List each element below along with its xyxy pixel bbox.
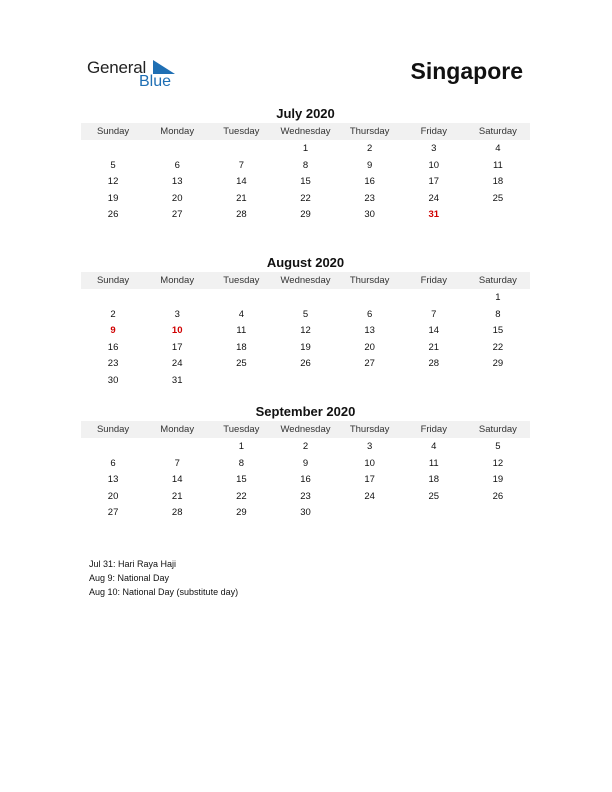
weekday-label: Sunday [96, 275, 130, 286]
weekday-label: Saturday [478, 275, 517, 286]
day-cell: 17 [428, 176, 440, 187]
month-calendar-july [81, 106, 530, 224]
empty-day-cell [81, 141, 145, 158]
day-cell: 8 [302, 159, 309, 171]
week-row [81, 373, 530, 390]
day-cell: 23 [364, 192, 375, 204]
week-row [81, 340, 530, 357]
day-cell: 12 [107, 176, 119, 187]
empty-day-cell [338, 505, 402, 522]
logo-text-general: General [87, 58, 147, 77]
day-cell: 11 [492, 159, 503, 171]
day-cell: 12 [300, 325, 311, 336]
empty-day-cell [273, 373, 337, 390]
day-cell: 26 [492, 490, 504, 502]
weekday-header [81, 421, 530, 438]
holiday-note: Jul 31: Hari Raya Haji [89, 559, 177, 569]
day-cell: 24 [364, 490, 375, 502]
day-cell: 13 [107, 474, 119, 485]
day-cell: 27 [107, 507, 119, 518]
day-cell: 9 [366, 159, 373, 171]
empty-day-cell [466, 505, 530, 522]
day-cell: 9 [110, 325, 116, 336]
day-cell: 30 [300, 507, 311, 518]
week-row [81, 489, 530, 506]
day-cell: 5 [495, 441, 501, 452]
day-cell: 28 [171, 507, 183, 518]
day-cell: 2 [110, 308, 116, 320]
flag-triangle-icon [153, 60, 175, 74]
empty-day-cell [145, 290, 209, 307]
holiday-notes [89, 557, 238, 599]
day-cell: 19 [492, 474, 504, 485]
empty-day-cell [338, 373, 402, 390]
weekday-label: Friday [420, 275, 447, 286]
day-cell: 28 [236, 209, 247, 220]
day-cell: 1 [238, 441, 244, 452]
day-cell: 22 [492, 341, 504, 353]
weekday-label: Tuesday [223, 275, 260, 286]
week-row [81, 439, 530, 456]
day-cell: 20 [171, 192, 183, 204]
day-cell: 16 [300, 474, 311, 485]
empty-day-cell [338, 290, 402, 307]
empty-day-cell [145, 141, 209, 158]
month-calendar-september [81, 404, 530, 522]
day-cell: 6 [366, 308, 373, 320]
day-cell: 21 [171, 490, 183, 502]
day-cell: 28 [428, 358, 440, 369]
day-cell: 30 [364, 209, 375, 220]
day-cell: 18 [428, 474, 440, 485]
weekday-label: Tuesday [223, 424, 260, 435]
month-calendar-august [81, 255, 530, 389]
day-cell: 7 [174, 457, 180, 469]
day-cell: 19 [107, 192, 119, 204]
day-cell: 25 [428, 490, 440, 502]
day-cell: 5 [110, 159, 116, 171]
day-cell: 27 [364, 358, 375, 369]
weeks-grid [81, 439, 530, 522]
empty-day-cell [209, 141, 273, 158]
weekday-label: Saturday [478, 126, 517, 137]
generalblue-logo [87, 56, 187, 92]
weekday-label: Sunday [96, 126, 130, 137]
empty-day-cell [402, 505, 466, 522]
day-cell: 1 [495, 292, 501, 303]
day-cell: 31 [171, 374, 183, 386]
day-cell: 21 [236, 192, 247, 204]
week-row [81, 191, 530, 208]
empty-day-cell [81, 290, 145, 307]
weekday-header [81, 272, 530, 289]
day-cell: 16 [364, 176, 375, 187]
day-cell: 7 [431, 308, 437, 320]
empty-day-cell [402, 373, 466, 390]
week-row [81, 356, 530, 373]
day-cell: 11 [236, 325, 247, 336]
day-cell: 8 [238, 457, 244, 469]
day-cell: 25 [492, 192, 504, 204]
day-cell: 26 [107, 209, 119, 220]
day-cell: 1 [302, 143, 309, 154]
day-cell: 12 [492, 457, 504, 469]
day-cell: 25 [236, 358, 247, 369]
weeks-grid [81, 290, 530, 389]
holiday-note: Aug 10: National Day (substitute day) [89, 587, 239, 597]
day-cell: 30 [107, 374, 119, 386]
day-cell: 2 [302, 441, 309, 452]
day-cell: 11 [428, 457, 439, 469]
day-cell: 21 [428, 341, 440, 353]
day-cell: 23 [107, 358, 119, 369]
weekday-label: Tuesday [223, 126, 260, 137]
week-row [81, 141, 530, 158]
weekday-label: Thursday [349, 126, 390, 137]
day-cell: 22 [236, 490, 247, 502]
day-cell: 3 [431, 143, 437, 154]
country-title: Singapore [410, 58, 523, 84]
week-row [81, 505, 530, 522]
day-cell: 31 [428, 209, 440, 220]
week-row [81, 456, 530, 473]
week-row [81, 174, 530, 191]
day-cell: 15 [492, 325, 504, 336]
weeks-grid [81, 141, 530, 224]
week-row [81, 472, 530, 489]
month-title: August 2020 [266, 255, 345, 270]
empty-day-cell [145, 439, 209, 456]
weekday-label: Monday [160, 424, 195, 435]
day-cell: 29 [492, 358, 504, 369]
weekday-label: Monday [160, 126, 195, 137]
day-cell: 6 [174, 159, 180, 171]
day-cell: 10 [171, 325, 183, 336]
weekday-label: Sunday [96, 424, 130, 435]
day-cell: 22 [300, 192, 311, 204]
day-cell: 20 [364, 341, 375, 353]
weekday-label: Thursday [349, 424, 390, 435]
day-cell: 15 [236, 474, 247, 485]
day-cell: 7 [238, 159, 244, 171]
month-title: September 2020 [255, 404, 356, 419]
day-cell: 14 [428, 325, 440, 336]
day-cell: 8 [495, 308, 501, 320]
day-cell: 15 [300, 176, 311, 187]
month-title: July 2020 [276, 106, 335, 121]
day-cell: 10 [364, 457, 375, 469]
day-cell: 9 [302, 457, 309, 469]
day-cell: 2 [366, 143, 373, 154]
weekday-label: Saturday [478, 424, 517, 435]
day-cell: 17 [364, 474, 375, 485]
day-cell: 5 [302, 308, 309, 320]
day-cell: 3 [366, 441, 373, 452]
week-row [81, 207, 530, 224]
empty-day-cell [466, 373, 530, 390]
day-cell: 16 [107, 341, 119, 353]
day-cell: 26 [300, 358, 311, 369]
day-cell: 14 [171, 474, 183, 485]
weekday-label: Friday [420, 424, 447, 435]
day-cell: 29 [300, 209, 311, 220]
weekday-label: Thursday [349, 275, 390, 286]
day-cell: 3 [174, 308, 180, 320]
day-cell: 4 [238, 308, 244, 320]
empty-day-cell [81, 439, 145, 456]
day-cell: 20 [107, 490, 119, 502]
logo-text-blue: Blue [139, 73, 172, 90]
day-cell: 18 [236, 341, 247, 353]
day-cell: 10 [428, 159, 440, 171]
day-cell: 27 [171, 209, 183, 220]
empty-day-cell [273, 290, 337, 307]
week-row [81, 323, 530, 340]
day-cell: 19 [300, 341, 311, 353]
weekday-label: Wednesday [280, 424, 331, 435]
day-cell: 13 [171, 176, 183, 187]
day-cell: 24 [428, 192, 440, 204]
empty-day-cell [209, 290, 273, 307]
day-cell: 18 [492, 176, 504, 187]
weekday-label: Monday [160, 275, 195, 286]
weekday-header [81, 123, 530, 140]
week-row [81, 307, 530, 324]
holiday-note: Aug 9: National Day [89, 573, 170, 583]
day-cell: 29 [236, 507, 247, 518]
day-cell: 4 [431, 441, 437, 452]
day-cell: 4 [495, 143, 501, 154]
empty-day-cell [466, 207, 530, 224]
weekday-label: Wednesday [280, 275, 331, 286]
week-row [81, 158, 530, 175]
empty-day-cell [402, 290, 466, 307]
weekday-label: Wednesday [280, 126, 331, 137]
weekday-label: Friday [420, 126, 447, 137]
day-cell: 13 [364, 325, 375, 336]
day-cell: 6 [110, 457, 116, 469]
day-cell: 24 [171, 358, 183, 369]
week-row [81, 290, 530, 307]
day-cell: 14 [236, 176, 247, 187]
empty-day-cell [209, 373, 273, 390]
day-cell: 17 [171, 341, 183, 353]
day-cell: 23 [300, 490, 311, 502]
